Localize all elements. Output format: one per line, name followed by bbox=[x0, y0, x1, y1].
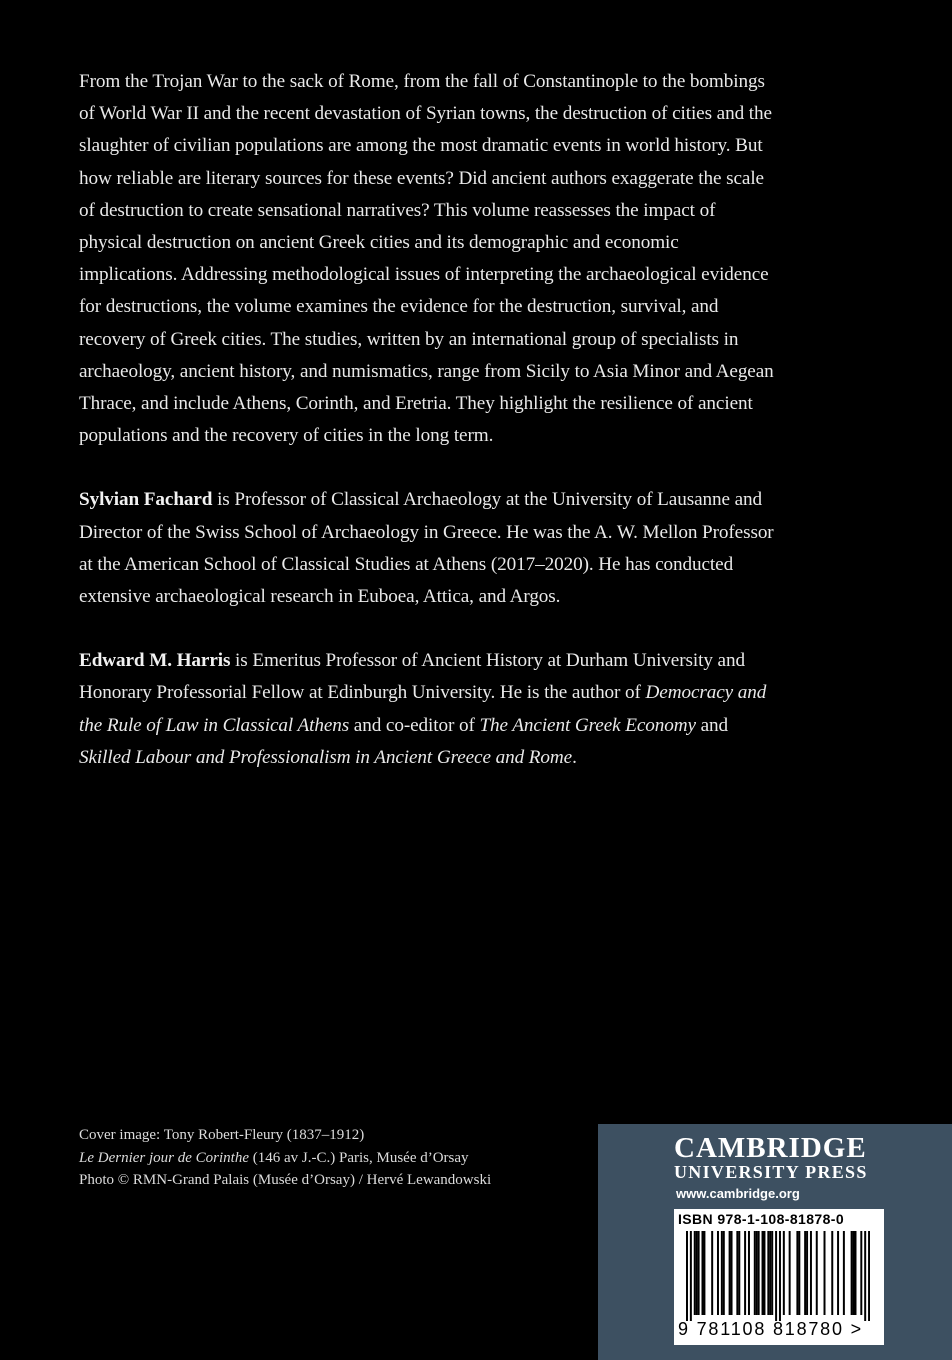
barcode-bar bbox=[756, 1231, 758, 1315]
author-name: Sylvian Fachard bbox=[79, 489, 213, 511]
barcode-bar bbox=[723, 1231, 725, 1315]
barcode-bars bbox=[686, 1231, 870, 1321]
barcode-bar bbox=[686, 1231, 688, 1321]
author-bio-harris bbox=[79, 645, 779, 774]
barcode-bar bbox=[824, 1231, 826, 1315]
barcode-bar bbox=[744, 1231, 746, 1315]
book-title: Democracy and the Rule of Law in Classical Athens bbox=[79, 682, 767, 736]
painting-title: Le Dernier jour de Corinthe bbox=[79, 1149, 249, 1166]
barcode-bar bbox=[758, 1231, 760, 1315]
credit-line: Cover image: Tony Robert-Fleury (1837–1912) bbox=[79, 1127, 365, 1143]
author-bio-text: is Emeritus Professor of Ancient History at Durham University and Honorary Professorial Fellow at Edinburgh University. He is the author of bbox=[79, 650, 745, 704]
barcode-bar bbox=[762, 1231, 764, 1315]
author-bio-text: . bbox=[572, 746, 577, 768]
barcode-bar bbox=[731, 1231, 733, 1315]
barcode-bar bbox=[816, 1231, 818, 1315]
isbn-label: ISBN 978-1-108-81878-0 bbox=[678, 1211, 845, 1227]
barcode-bar bbox=[837, 1231, 839, 1315]
author-bio-text: and bbox=[695, 714, 729, 736]
barcode-bar bbox=[694, 1231, 696, 1315]
barcode-bar bbox=[864, 1231, 866, 1321]
barcode-bar bbox=[767, 1231, 769, 1315]
author-name: Edward M. Harris bbox=[79, 650, 231, 672]
barcode-bar bbox=[810, 1231, 812, 1315]
barcode-bar bbox=[736, 1231, 738, 1315]
barcode-bar bbox=[796, 1231, 798, 1315]
barcode-bar bbox=[698, 1231, 700, 1315]
barcode-bar bbox=[868, 1231, 870, 1321]
publisher-logo-subtitle: UNIVERSITY PRESS bbox=[674, 1162, 868, 1182]
barcode-bar bbox=[806, 1231, 808, 1315]
barcode-bar bbox=[696, 1231, 698, 1315]
barcode-bar bbox=[855, 1231, 857, 1315]
barcode-bar bbox=[843, 1231, 845, 1315]
book-title: Skilled Labour and Professionalism in Ancient Greece and Rome bbox=[79, 746, 573, 768]
barcode-bar bbox=[783, 1231, 785, 1315]
barcode-bar bbox=[789, 1231, 791, 1315]
publisher-logo: CAMBRIDGE bbox=[674, 1132, 867, 1164]
barcode-bar bbox=[717, 1231, 719, 1315]
barcode-bar bbox=[860, 1231, 862, 1315]
barcode-bar bbox=[748, 1231, 750, 1315]
barcode-bar bbox=[769, 1231, 771, 1315]
back-cover-text bbox=[79, 66, 779, 774]
barcode-bar bbox=[729, 1231, 731, 1315]
barcode-bar bbox=[775, 1231, 777, 1321]
barcode-bar bbox=[798, 1231, 800, 1315]
barcode-digits: 9 781108 818780 > bbox=[678, 1319, 863, 1339]
barcode-bar bbox=[690, 1231, 692, 1321]
author-bio-fachard bbox=[79, 484, 779, 613]
barcode-bar bbox=[711, 1231, 713, 1315]
cover-image-credit bbox=[79, 1124, 579, 1192]
barcode-bar bbox=[804, 1231, 806, 1315]
barcode-bar bbox=[701, 1231, 703, 1315]
barcode-bar bbox=[851, 1231, 853, 1315]
publisher-url[interactable]: www.cambridge.org bbox=[676, 1186, 800, 1201]
barcode-bar bbox=[763, 1231, 765, 1315]
barcode bbox=[674, 1209, 884, 1345]
barcode-bar bbox=[721, 1231, 723, 1315]
barcode-bar bbox=[703, 1231, 705, 1315]
credit-line: Photo © RMN-Grand Palais (Musée d’Orsay) / Hervé Lewandowski bbox=[79, 1172, 492, 1188]
book-title: The Ancient Greek Economy bbox=[479, 714, 696, 736]
barcode-bar bbox=[831, 1231, 833, 1315]
barcode-bar bbox=[779, 1231, 781, 1321]
publisher-panel bbox=[598, 1124, 952, 1360]
credit-line-rest: (146 av J.-C.) Paris, Musée d’Orsay bbox=[249, 1149, 469, 1166]
barcode-bar bbox=[738, 1231, 740, 1315]
barcode-bar bbox=[853, 1231, 855, 1315]
author-bio-text: is Professor of Classical Archaeology at the University of Lausanne and Director of the Swiss School of Archaeology in Greece. He was the A. W. Mellon Professor at the American School of Classical Studies at Athens (2017–2020). He has conducted extensive archaeological research in Euboea, Attica, and Argos. bbox=[79, 489, 774, 608]
barcode-bar bbox=[771, 1231, 773, 1315]
description-paragraph: From the Trojan War to the sack of Rome, from the fall of Constantinople to the bombings of World War II and the recent devastation of Syrian towns, the destruction of cities and the slaughter of civilian populations are among the most dramatic events in world history. But how reliable are literary sources for these events? Did ancient authors exaggerate the scale of destruction to create sensational narratives? This volume reassesses the impact of physical destruction on ancient Greek cities and its demographic and economic implications. Addressing methodological issues of interpreting the archaeological evidence for destructions, the volume examines the evidence for the destruction, survival, and recovery of Greek cities. The studies, written by an international group of specialists in archaeology, ancient history, and numismatics, range from Sicily to Asia Minor and Aegean Thrace, and include Athens, Corinth, and Eretria. They highlight the resilience of ancient populations and the recovery of cities in the long term. bbox=[79, 71, 774, 447]
barcode-bar bbox=[754, 1231, 756, 1315]
credit-line bbox=[79, 1147, 579, 1170]
author-bio-text: and co-editor of bbox=[349, 714, 480, 736]
